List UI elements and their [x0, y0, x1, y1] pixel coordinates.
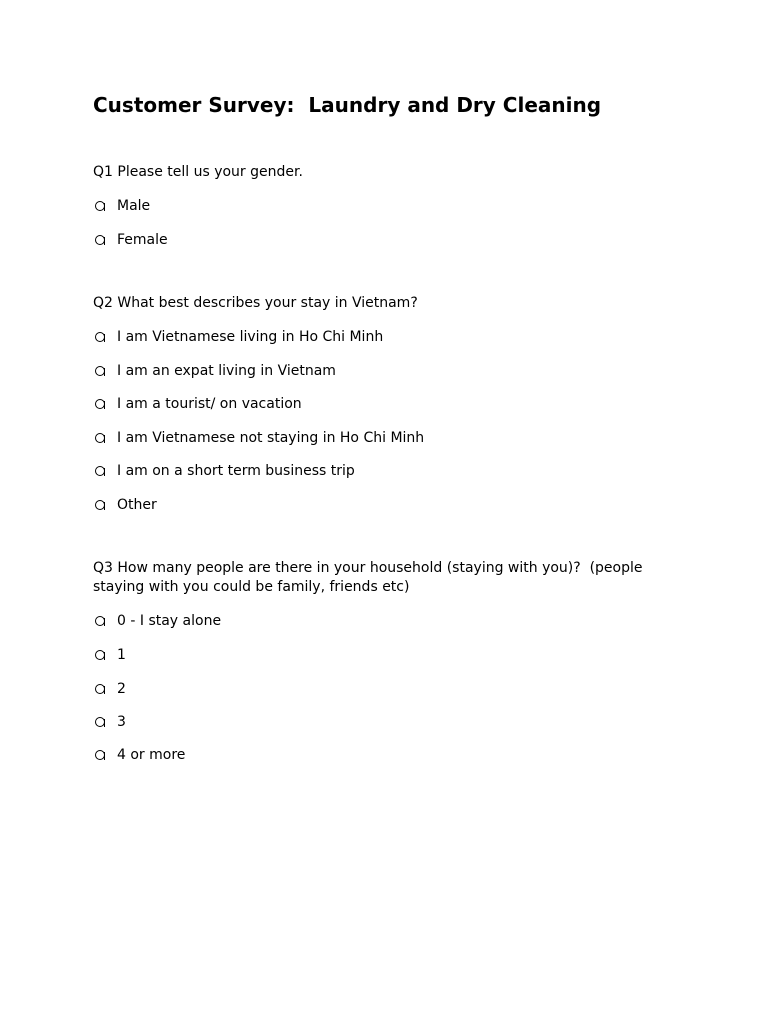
q3-option-4-or-more[interactable] [93, 745, 185, 765]
option-label: 1 [117, 646, 126, 663]
radio-button-icon[interactable] [95, 332, 105, 342]
radio-button-icon[interactable] [95, 684, 105, 694]
option-label: Male [117, 197, 151, 214]
option-label: Other [117, 496, 157, 513]
option-label: 3 [117, 713, 126, 730]
q2-option-other[interactable] [93, 495, 157, 515]
option-label: 2 [117, 680, 126, 697]
radio-button-icon[interactable] [95, 235, 105, 245]
option-label: 0 - I stay alone [117, 612, 222, 629]
radio-button-icon[interactable] [95, 616, 105, 626]
q2-option-business-trip[interactable] [93, 461, 355, 481]
q1-option-male[interactable] [93, 196, 150, 216]
radio-button-icon[interactable] [95, 433, 105, 443]
option-label: I am Vietnamese not staying in Ho Chi Minh [117, 429, 425, 446]
option-label: I am an expat living in Vietnam [117, 362, 336, 379]
radio-button-icon[interactable] [95, 650, 105, 660]
q3-option-alone[interactable] [93, 611, 221, 631]
radio-button-icon[interactable] [95, 399, 105, 409]
q2-option-expat[interactable] [93, 361, 336, 381]
radio-button-icon[interactable] [95, 466, 105, 476]
q3-option-1[interactable] [93, 645, 126, 665]
question-3-text: Q3 How many people are there in your household (staying with you)? (people staying with you could be family, friends etc) [93, 560, 647, 595]
radio-button-icon[interactable] [95, 750, 105, 760]
option-label: I am on a short term business trip [117, 462, 355, 479]
q2-option-tourist[interactable] [93, 394, 302, 414]
option-label: I am a tourist/ on vacation [117, 395, 302, 412]
option-label: Female [117, 231, 168, 248]
q3-option-3[interactable] [93, 712, 126, 732]
question-2-text: Q2 What best describes your stay in Vietnam? [93, 295, 418, 311]
radio-button-icon[interactable] [95, 201, 105, 211]
radio-button-icon[interactable] [95, 366, 105, 376]
radio-button-icon[interactable] [95, 717, 105, 727]
q2-option-vietnamese-not-hcm[interactable] [93, 428, 424, 448]
q1-option-female[interactable] [93, 230, 168, 250]
radio-button-icon[interactable] [95, 500, 105, 510]
q2-option-vietnamese-hcm[interactable] [93, 327, 383, 347]
q3-option-2[interactable] [93, 679, 126, 699]
page-title: Customer Survey: Laundry and Dry Cleaning [93, 93, 602, 117]
question-1-text: Q1 Please tell us your gender. [93, 164, 303, 180]
option-label: I am Vietnamese living in Ho Chi Minh [117, 328, 384, 345]
option-label: 4 or more [117, 746, 186, 763]
